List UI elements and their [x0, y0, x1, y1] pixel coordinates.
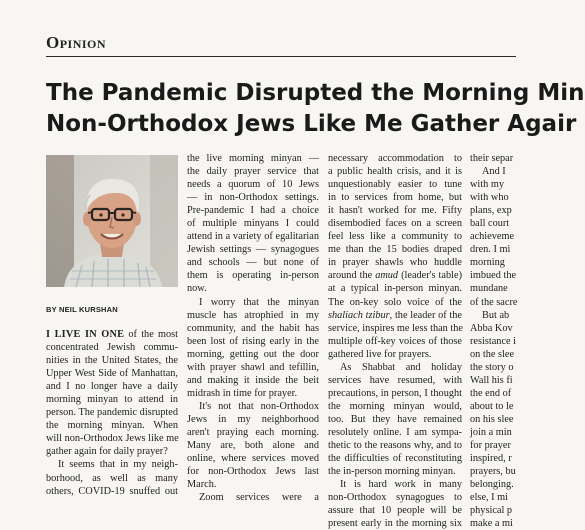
italic-term-shaliach-tzibur: shaliach tzibur [328, 309, 390, 321]
column-line: for non-Orthodox Jews last [187, 466, 319, 478]
column-line: It's not that non-Orthodox [199, 400, 319, 412]
column-line: Jews in my neighborhood [187, 413, 319, 425]
column-line: March. [187, 479, 217, 491]
column-line: a public health crisis, and it is [328, 166, 462, 178]
column-line: else, I mi [470, 492, 509, 504]
column-line: morning, getting out the door [187, 348, 319, 360]
column-line: prayers, bu [470, 466, 516, 478]
column-line: inspired, r [470, 453, 512, 465]
column-line: It is hard work in many [340, 479, 462, 491]
column-line: disembodied faces on a screen [328, 218, 462, 230]
column-line: Zoom services were a [199, 492, 319, 504]
column-line: resistance i [470, 335, 517, 347]
column-line: Pre-pandemic I had a choice [187, 205, 319, 217]
section-label: Opinion [46, 33, 107, 52]
lead-in-text: I LIVE IN ONE [46, 329, 125, 340]
section-divider [46, 56, 516, 57]
column-line: in to services from home, but [328, 192, 462, 204]
column-line: Jewish settings — synagogues [187, 244, 319, 256]
column-line: with who [470, 192, 509, 204]
column-line: plans, exp [470, 205, 512, 217]
column-line: borhood, as well as many [46, 472, 178, 484]
column-line: It seems that in my neigh- [58, 459, 178, 471]
headline-line-1: The Pandemic Disrupted the Morning Min [46, 80, 585, 106]
article-column-1 [46, 328, 178, 498]
column-line: their separ [470, 153, 514, 164]
author-byline: BY NEIL KURSHAN [46, 305, 118, 314]
column-line: and I no longer have a daily [46, 381, 178, 393]
column-line: Upper West Side of Manhattan, [46, 368, 178, 380]
column-line: with prayer shawl and tefillin, [187, 361, 319, 373]
column-line: the daily prayer service that [187, 166, 319, 178]
column-line: morning [470, 257, 505, 269]
column-line: too. But they have remained [328, 413, 462, 425]
column-line: The on-key solo voice of the [328, 296, 462, 308]
column-line: morning minyan to attend in [46, 394, 178, 406]
article-headline [46, 78, 585, 140]
column-line: gathered live for prayers. [328, 348, 432, 360]
column-line: muscle has atrophied in my [187, 309, 319, 321]
column-line: at a typical in-person minyan. [328, 283, 462, 295]
article-column-3 [328, 152, 462, 530]
column-line: others, COVID-19 snuffed out [46, 485, 178, 497]
column-line: thetic to the reasons why, and to [328, 440, 462, 452]
column-line: for prayer [470, 440, 511, 452]
column-line: ball court [470, 218, 510, 230]
article-column-4 [470, 152, 520, 530]
column-line: present early in the morning six [328, 518, 462, 530]
author-photo [46, 155, 178, 287]
column-line: nities in the United States, the [46, 355, 178, 367]
column-line: them is operating in-person [187, 270, 319, 282]
column-line: precautions, in person, I thought [328, 387, 462, 399]
column-line: the difficulties of reconstituting [328, 453, 462, 465]
column-line: about to le [470, 400, 514, 412]
column-line: the end of [470, 387, 512, 399]
column-line: multiple off-key voices of those [328, 335, 462, 347]
column-line: person. The pandemic disrupted [46, 407, 178, 419]
column-line: and making it inside the beit [187, 374, 319, 386]
column-line: assure that 10 people will be [328, 505, 462, 517]
column-line: make a mi [470, 518, 513, 530]
column-line: necessary accommodation to [328, 153, 462, 164]
column-line: physical p [470, 505, 513, 517]
column-line: online, where services moved [187, 453, 319, 465]
column-line: Many are, both alone and [187, 440, 319, 452]
column-line: service, inspires me less than the [328, 322, 463, 334]
column-line: on his slee [470, 413, 514, 425]
author-portrait-image [46, 155, 178, 287]
column-line: achieveme [470, 231, 515, 243]
column-line: midrash in time for prayer. [187, 387, 298, 399]
column-line: on the slee [470, 348, 515, 360]
column-line: of multiple minyans I could [187, 218, 319, 230]
column-line: feel less like a community to [328, 231, 462, 243]
column-line: the live morning minyan — [187, 153, 319, 164]
column-line: Abba Kov [470, 322, 513, 334]
column-line: mundane [470, 283, 508, 295]
column-line: in prayer shawls who huddle [328, 257, 462, 269]
column-line: belonging. [470, 479, 514, 491]
column-line: I worry that the minyan [199, 296, 319, 308]
column-line: attend in a variety of egalitarian [187, 231, 319, 243]
column-line: the story o [470, 361, 514, 373]
column-line: with my [470, 179, 505, 191]
column-line: been lost of rising early in the [187, 335, 319, 347]
column-line: I LIVE IN ONE of the most [46, 329, 179, 340]
column-line: resolutely online. I am sympa- [328, 426, 462, 438]
column-line: services have resumed, with [328, 374, 462, 386]
italic-term-amud: amud [375, 270, 399, 282]
column-line: — in non-Orthodox settings. [187, 192, 319, 204]
column-line: the in-person morning minyan. [328, 466, 456, 478]
column-line: Wall his fi [470, 374, 513, 386]
column-line: As Shabbat and holiday [340, 361, 462, 373]
column-line: dren. I mi [470, 244, 511, 256]
column-line: around the amud (leader's table) [328, 270, 462, 282]
column-line: will non-Orthodox Jews like me [46, 433, 179, 445]
column-line: And I [482, 166, 506, 178]
headline-line-2: Non-Orthodox Jews Like Me Gather Agair [46, 111, 577, 137]
column-line: gather again for daily prayer? [46, 446, 168, 458]
column-line: needs a quorum of 10 Jews [187, 179, 319, 191]
column-line: concentrated Jewish commu- [46, 342, 178, 354]
column-line: aren't praying each morning. [187, 426, 319, 438]
column-line: But ab [482, 309, 510, 321]
column-line: of the sacre [470, 296, 518, 308]
column-line: shaliach tzibur, the leader of the [328, 309, 463, 321]
column-line: now. [187, 283, 207, 295]
column-line: community, and the habit has [187, 322, 319, 334]
column-line: non-Orthodox synagogues to [328, 492, 462, 504]
column-line: me than the 15 bodies draped [328, 244, 462, 256]
column-line: imbued the [470, 270, 517, 282]
column-line: unquestionably easier to tune [328, 179, 462, 191]
column-line: the morning minyan would, [328, 400, 462, 412]
column-line: join a min [470, 426, 512, 438]
column-line: it hasn't worked for me. Fifty [328, 205, 462, 217]
article-column-2 [187, 152, 319, 504]
column-line: and schools — but none of [187, 257, 319, 269]
column-line: the morning minyan. When [46, 420, 178, 432]
